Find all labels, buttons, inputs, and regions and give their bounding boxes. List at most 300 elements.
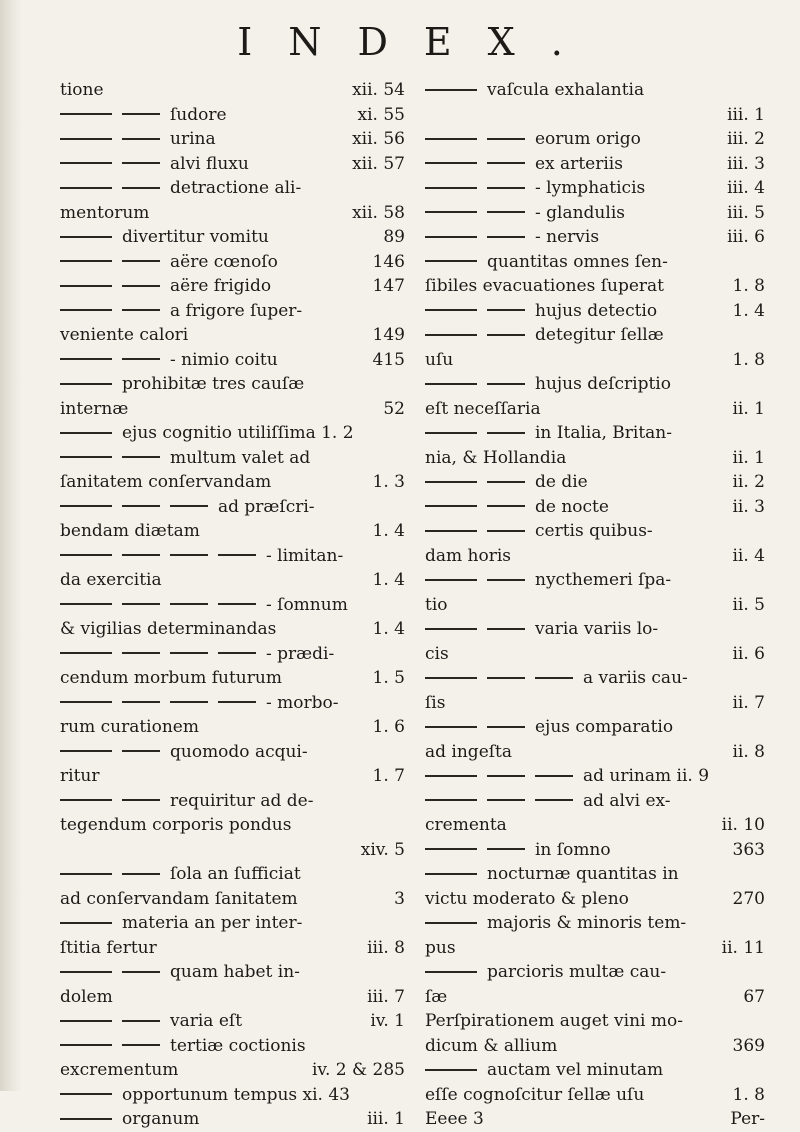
entry-reference: 369 [732, 1035, 765, 1056]
ditto-dash [60, 162, 112, 164]
entry-reference: ii. 8 [732, 741, 765, 762]
ditto-dash [122, 285, 160, 287]
entry-reference: xii. 57 [352, 153, 405, 174]
entry-text: ad urinam ii. 9 [583, 766, 710, 786]
entry-text: detegitur ſellæ [535, 325, 664, 345]
entry-text: ad præſcri- [218, 496, 315, 517]
ditto-dash [535, 775, 573, 777]
entry-text: ad conſervandam ſanitatem [60, 888, 298, 909]
ditto-dash [122, 162, 160, 164]
ditto-dash [60, 652, 112, 654]
ditto-dash [60, 236, 112, 238]
index-entry [425, 250, 765, 275]
ditto-dash [487, 211, 525, 213]
left-column [60, 78, 405, 1132]
index-entry [60, 1058, 405, 1083]
ditto-dash [535, 799, 573, 801]
entry-text: de die [535, 472, 588, 492]
index-entry [60, 299, 405, 324]
ditto-dash [60, 1118, 112, 1120]
index-entry [60, 960, 405, 985]
index-entry [60, 1107, 405, 1132]
ditto-dash [122, 187, 160, 189]
ditto-dash [218, 554, 256, 556]
ditto-dash [425, 579, 477, 581]
entry-text: organum [122, 1109, 200, 1129]
ditto-dash [60, 456, 112, 458]
index-entry [60, 372, 405, 397]
ditto-dash [487, 309, 525, 311]
entry-text: ejus cognitio utiliſſima 1. 2 [122, 423, 354, 443]
entry-reference: iii. 2 [727, 129, 765, 149]
entry-text: varia variis lo- [535, 619, 659, 639]
index-entry [60, 764, 405, 789]
index-entry [425, 421, 765, 446]
ditto-dash [487, 726, 525, 728]
ditto-dash [487, 432, 525, 434]
entry-reference: iii. 4 [727, 178, 765, 198]
index-entry [425, 372, 765, 397]
ditto-dash [60, 113, 112, 115]
signature-mark: Eeee 3 [425, 1109, 484, 1129]
entry-reference: xi. 55 [357, 104, 405, 125]
entry-text: ſis [425, 692, 446, 713]
entry-text: quantitas omnes ſen- [487, 251, 668, 272]
entry-reference: 1. 6 [372, 717, 405, 737]
index-entry [425, 813, 765, 838]
ditto-dash [122, 456, 160, 458]
ditto-dash [487, 579, 525, 581]
index-entry [425, 666, 765, 691]
entry-reference: iii. 7 [367, 986, 405, 1007]
entry-reference: ii. 10 [721, 815, 765, 835]
entry-text: - ſomnum [266, 594, 348, 615]
index-entry [425, 127, 765, 152]
index-entry [425, 201, 765, 226]
index-entry [425, 397, 765, 422]
ditto-dash [425, 162, 477, 164]
entry-text: requiritur ad de- [170, 790, 314, 811]
ditto-dash [487, 162, 525, 164]
index-entry [425, 862, 765, 887]
ditto-dash [425, 677, 477, 679]
index-entry [60, 397, 405, 422]
index-entry [425, 568, 765, 593]
catchword: Per- [730, 1109, 765, 1129]
entry-text: in ſomno [535, 839, 611, 860]
entry-text: aëre frigido [170, 276, 272, 296]
ditto-dash [122, 971, 160, 973]
entry-reference: 1. 5 [372, 668, 405, 688]
ditto-dash [170, 701, 208, 703]
ditto-dash [60, 260, 112, 262]
entry-reference: 1. 8 [732, 349, 765, 370]
index-entry [425, 225, 765, 250]
index-entry [60, 838, 405, 863]
entry-reference: xiv. 5 [360, 839, 405, 860]
index-entry [425, 470, 765, 495]
ditto-dash [425, 187, 477, 189]
entry-text: aëre cœnoſo [170, 251, 278, 272]
index-entry [425, 789, 765, 814]
entry-reference: ii. 2 [732, 472, 765, 492]
ditto-dash [487, 481, 525, 483]
ditto-dash [487, 383, 525, 385]
entry-text: cendum morbum futurum [60, 668, 282, 688]
ditto-dash [60, 383, 112, 385]
entry-reference: ii. 6 [732, 643, 765, 664]
index-entry [425, 617, 765, 642]
ditto-dash [218, 603, 256, 605]
index-entry [60, 936, 405, 961]
entry-text: ritur [60, 766, 100, 786]
ditto-dash [425, 628, 477, 630]
ditto-dash [425, 89, 477, 91]
entry-text: ſanitatem conſervandam [60, 472, 272, 492]
index-entry [425, 78, 765, 103]
entry-reference: iii. 3 [727, 153, 765, 174]
entry-reference: ii. 3 [732, 496, 765, 517]
right-column [425, 78, 765, 1132]
entry-text: - glandulis [535, 202, 625, 223]
ditto-dash [122, 750, 160, 752]
ditto-dash [122, 799, 160, 801]
ditto-dash [425, 260, 477, 262]
ditto-dash [535, 677, 573, 679]
ditto-dash [122, 113, 160, 115]
entry-text: quomodo acqui- [170, 741, 308, 762]
ditto-dash [60, 603, 112, 605]
ditto-dash [487, 236, 525, 238]
ditto-dash [122, 1044, 160, 1046]
entry-text: hujus deſcriptio [535, 374, 671, 394]
ditto-dash [122, 309, 160, 311]
index-entry [425, 1058, 765, 1083]
index-entry [425, 593, 765, 618]
index-entry [60, 446, 405, 471]
index-entry [425, 887, 765, 912]
index-entry [425, 764, 765, 789]
ditto-dash [60, 1020, 112, 1022]
ditto-dash [487, 505, 525, 507]
ditto-dash [487, 334, 525, 336]
entry-reference: xii. 56 [352, 129, 405, 149]
entry-reference: 1. 7 [372, 766, 405, 786]
index-entry [60, 985, 405, 1010]
entry-text: tione [60, 80, 104, 100]
entry-reference: 1. 4 [372, 521, 405, 541]
index-entry [425, 299, 765, 324]
ditto-dash [60, 750, 112, 752]
index-entry [60, 911, 405, 936]
entry-text: multum valet ad [170, 447, 311, 468]
entry-text: hujus detectio [535, 300, 658, 321]
entry-text: tio [425, 594, 448, 615]
index-entry [60, 250, 405, 275]
entry-reference: 1. 4 [372, 619, 405, 639]
index-entry [60, 152, 405, 177]
entry-reference: 1. 8 [732, 1084, 765, 1105]
index-entry [60, 127, 405, 152]
ditto-dash [60, 971, 112, 973]
index-entry [60, 176, 405, 201]
entry-text: crementa [425, 815, 507, 835]
index-entry [60, 470, 405, 495]
entry-text: ſola an ſufficiat [170, 864, 301, 884]
index-entry [425, 960, 765, 985]
index-entry [425, 544, 765, 569]
ditto-dash [170, 652, 208, 654]
ditto-dash [425, 432, 477, 434]
entry-reference: 149 [372, 325, 405, 345]
index-entry [60, 495, 405, 520]
ditto-dash [425, 211, 477, 213]
entry-text: - lymphaticis [535, 178, 646, 198]
index-entry [60, 789, 405, 814]
index-entry [425, 740, 765, 765]
index-entry [425, 323, 765, 348]
ditto-dash [122, 358, 160, 360]
entry-reference: iii. 1 [367, 1109, 405, 1129]
entry-text: ſibiles evacuationes ſuperat [425, 276, 664, 296]
entry-text: - prædi- [266, 643, 335, 664]
ditto-dash [425, 309, 477, 311]
index-entry [60, 887, 405, 912]
entry-text: ſtitia fertur [60, 937, 157, 958]
entry-text: certis quibus- [535, 521, 653, 541]
index-entry [425, 152, 765, 177]
entry-text: uſu [425, 349, 454, 370]
ditto-dash [60, 1093, 112, 1095]
ditto-dash [487, 138, 525, 140]
ditto-dash [487, 848, 525, 850]
entry-text: opportunum tempus xi. 43 [122, 1084, 350, 1105]
index-entry [60, 421, 405, 446]
entry-text: alvi fluxu [170, 153, 249, 174]
entry-text: nocturnæ quantitas in [487, 864, 679, 884]
entry-reference: iii. 1 [727, 104, 765, 125]
entry-reference: ii. 7 [732, 692, 765, 713]
ditto-dash [487, 799, 525, 801]
entry-reference: 1. 4 [732, 300, 765, 321]
entry-reference: 147 [372, 276, 405, 296]
entry-text: ſæ [425, 986, 448, 1007]
entry-text: internæ [60, 398, 129, 419]
entry-text: cis [425, 643, 449, 664]
ditto-dash [122, 138, 160, 140]
entry-text: quam habet in- [170, 962, 300, 982]
entry-text: eorum origo [535, 129, 641, 149]
entry-reference: iii. 5 [727, 202, 765, 223]
entry-text: tegendum corporis pondus [60, 815, 292, 835]
index-entry [60, 666, 405, 691]
index-entry [60, 691, 405, 716]
index-entry [60, 323, 405, 348]
index-entry [425, 519, 765, 544]
ditto-dash [122, 652, 160, 654]
entry-text: vaſcula exhalantia [487, 80, 645, 100]
ditto-dash [425, 505, 477, 507]
ditto-dash [170, 554, 208, 556]
index-entry [60, 201, 405, 226]
ditto-dash [425, 848, 477, 850]
ditto-dash [487, 187, 525, 189]
index-entry [60, 1009, 405, 1034]
entry-reference: iv. 2 & 285 [311, 1060, 405, 1080]
ditto-dash [487, 775, 525, 777]
entry-text: ex arteriis [535, 153, 623, 174]
entry-text: auctam vel minutam [487, 1060, 664, 1080]
entry-text: pus [425, 937, 456, 958]
ditto-dash [425, 971, 477, 973]
entry-text: ſudore [170, 104, 227, 125]
index-entry [425, 274, 765, 299]
ditto-dash [60, 873, 112, 875]
entry-text: urina [170, 129, 216, 149]
index-entry [60, 274, 405, 299]
entry-text: eſſe cognoſcitur ſellæ uſu [425, 1084, 645, 1105]
ditto-dash [425, 138, 477, 140]
entry-text: - limitan- [266, 545, 344, 566]
ditto-dash [122, 603, 160, 605]
entry-text: veniente calori [60, 325, 189, 345]
ditto-dash [425, 775, 477, 777]
ditto-dash [122, 1020, 160, 1022]
index-entry [60, 593, 405, 618]
ditto-dash [60, 505, 112, 507]
ditto-dash [425, 530, 477, 532]
index-entry [60, 348, 405, 373]
entry-reference: 67 [743, 986, 765, 1007]
page-footer [425, 1107, 765, 1132]
entry-text: rum curationem [60, 717, 199, 737]
ditto-dash [60, 922, 112, 924]
entry-text: prohibitæ tres cauſæ [122, 374, 305, 394]
index-entry [60, 642, 405, 667]
entry-text: dam horis [425, 545, 512, 566]
entry-text: excrementum [60, 1060, 179, 1080]
index-entry [425, 691, 765, 716]
entry-reference: ii. 1 [732, 447, 765, 468]
entry-text: parcioris multæ cau- [487, 962, 667, 982]
entry-text: Perſpirationem auget vini mo- [425, 1011, 683, 1031]
entry-reference: iv. 1 [370, 1011, 405, 1031]
index-entry [425, 495, 765, 520]
entry-text: nycthemeri ſpa- [535, 570, 672, 590]
entry-text: materia an per inter- [122, 913, 303, 933]
index-entry [425, 446, 765, 471]
entry-reference: iii. 8 [367, 937, 405, 958]
ditto-dash [218, 652, 256, 654]
index-entry [425, 1083, 765, 1108]
index-entry [425, 103, 765, 128]
index-entry [60, 813, 405, 838]
ditto-dash [60, 701, 112, 703]
entry-text: da exercitia [60, 570, 162, 590]
entry-text: victu moderato & pleno [425, 888, 629, 909]
entry-text: a variis cau- [583, 668, 688, 688]
ditto-dash [425, 726, 477, 728]
ditto-dash [60, 1044, 112, 1046]
ditto-dash [487, 677, 525, 679]
page-title: INDEX. [237, 20, 599, 64]
ditto-dash [425, 799, 477, 801]
entry-text: dolem [60, 986, 113, 1007]
entry-reference: 270 [732, 888, 765, 909]
entry-text: majoris & minoris tem- [487, 913, 687, 933]
ditto-dash [425, 922, 477, 924]
entry-reference: 146 [372, 251, 405, 272]
entry-reference: 3 [394, 888, 405, 909]
index-entry [425, 1009, 765, 1034]
entry-reference: 415 [372, 349, 405, 370]
ditto-dash [60, 187, 112, 189]
ditto-dash [425, 236, 477, 238]
page-spine-shadow [0, 0, 22, 1091]
entry-reference: 1. 3 [372, 472, 405, 492]
entry-text: ad ingeſta [425, 741, 513, 762]
ditto-dash [218, 701, 256, 703]
entry-reference: 1. 8 [732, 276, 765, 296]
index-entry [60, 715, 405, 740]
index-entry [60, 1083, 405, 1108]
ditto-dash [122, 260, 160, 262]
entry-reference: xii. 58 [352, 202, 405, 223]
ditto-dash [60, 309, 112, 311]
index-entry [425, 715, 765, 740]
entry-text: de nocte [535, 496, 609, 517]
ditto-dash [122, 554, 160, 556]
index-entry [425, 176, 765, 201]
entry-text: ad alvi ex- [583, 790, 671, 811]
index-entry [60, 519, 405, 544]
entry-text: & vigilias determinandas [60, 619, 277, 639]
ditto-dash [60, 432, 112, 434]
index-entry [60, 544, 405, 569]
entry-reference: iii. 6 [727, 227, 765, 247]
entry-text: a frigore ſuper- [170, 300, 303, 321]
index-entry [60, 78, 405, 103]
index-entry [425, 936, 765, 961]
ditto-dash [425, 873, 477, 875]
ditto-dash [60, 799, 112, 801]
entry-reference: ii. 5 [732, 594, 765, 615]
entry-text: varia eſt [170, 1011, 243, 1031]
entry-text: eſt neceſſaria [425, 398, 541, 419]
ditto-dash [425, 1069, 477, 1071]
index-entry [60, 225, 405, 250]
entry-text: mentorum [60, 202, 150, 223]
entry-reference: ii. 4 [732, 545, 765, 566]
index-entry [425, 642, 765, 667]
index-entry [60, 617, 405, 642]
entry-text: dicum & allium [425, 1035, 558, 1056]
entry-text: ejus comparatio [535, 717, 674, 737]
entry-text: - morbo- [266, 692, 339, 713]
ditto-dash [487, 628, 525, 630]
ditto-dash [170, 505, 208, 507]
ditto-dash [60, 358, 112, 360]
entry-reference: 363 [732, 839, 765, 860]
index-entry [60, 568, 405, 593]
entry-reference: 89 [383, 227, 405, 247]
entry-text: - nimio coitu [170, 349, 278, 370]
ditto-dash [487, 530, 525, 532]
entry-text: divertitur vomitu [122, 227, 269, 247]
ditto-dash [60, 285, 112, 287]
ditto-dash [122, 505, 160, 507]
index-entry [425, 1034, 765, 1059]
